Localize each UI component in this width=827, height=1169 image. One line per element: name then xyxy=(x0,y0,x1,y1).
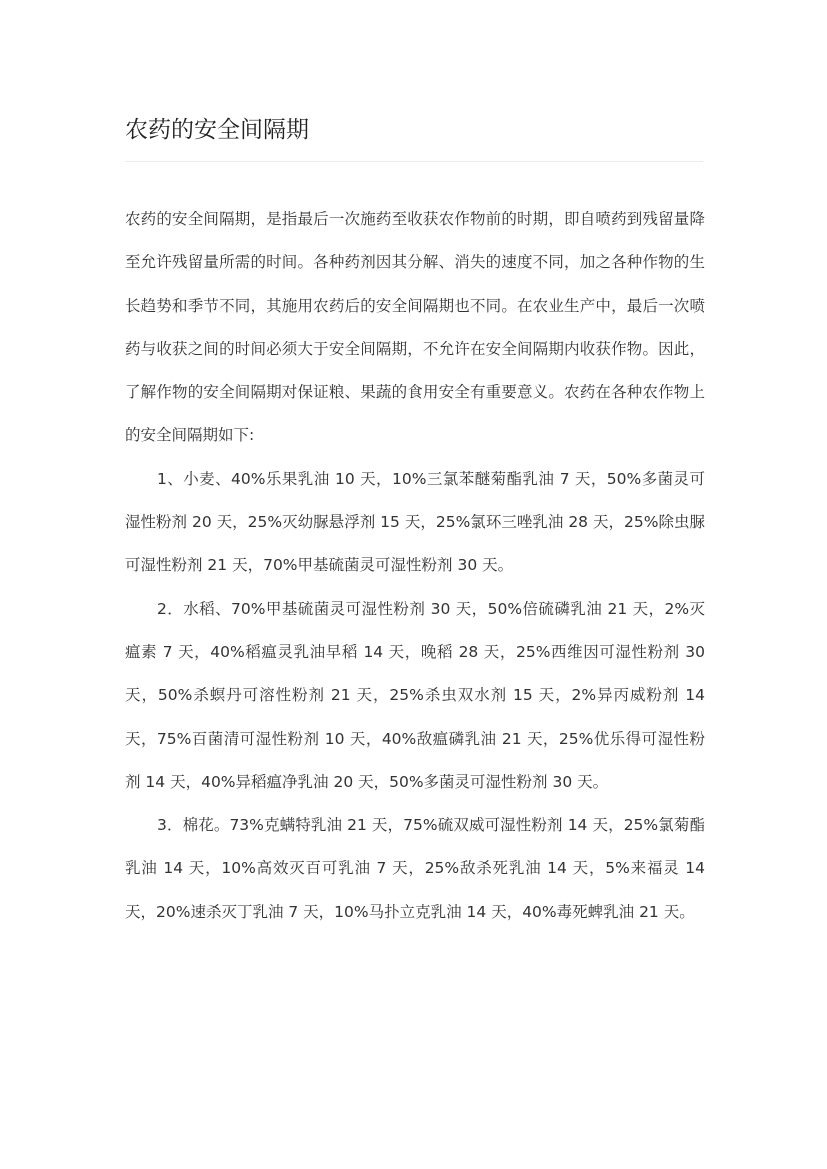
rice-paragraph: 2．水稻、70%甲基硫菌灵可湿性粉剂 30 天，50%倍硫磷乳油 21 天，2%灭瘟素 7 天，40%稻瘟灵乳油早稻 14 天，晚稻 28 天，25%西维因可湿性粉剂 30 天，50%杀螟丹可溶性粉剂 21 天，25%杀虫双水剂 15 天，2%异丙威粉剂 14 天，75%百菌清可湿性粉剂 10 天，40%敌瘟磷乳油 21 天，25%优乐得可湿性粉剂 14 天，40%异稻瘟净乳油 20 天，50%多菌灵可湿性粉剂 30 天。 xyxy=(125,599,705,791)
document-body xyxy=(125,198,705,934)
intro-paragraph: 农药的安全间隔期，是指最后一次施药至收获农作物前的时期，即自喷药到残留量降至允许残留量所需的时间。各种药剂因其分解、消失的速度不同，加之各种作物的生长趋势和季节不同，其施用农药后的安全间隔期也不同。在农业生产中，最后一次喷药与收获之间的时间必须大于安全间隔期，不允许在安全间隔期内收获作物。因此，了解作物的安全间隔期对保证粮、果蔬的食用安全有重要意义。农药在各种农作物上的安全间隔期如下: xyxy=(125,210,705,445)
document-title: 农药的安全间隔期 xyxy=(125,117,309,143)
title-divider xyxy=(125,161,703,162)
wheat-paragraph: 1、小麦、40%乐果乳油 10 天，10%三氯苯醚菊酯乳油 7 天，50%多菌灵可湿性粉剂 20 天，25%灭幼脲悬浮剂 15 天，25%氯环三唑乳油 28 天，25%除虫脲可湿性粉剂 21 天，70%甲基硫菌灵可湿性粉剂 30 天。 xyxy=(125,469,705,575)
cotton-paragraph: 3．棉花。73%克螨特乳油 21 天，75%硫双威可湿性粉剂 14 天，25%氯菊酯乳油 14 天，10%高效灭百可乳油 7 天，25%敌杀死乳油 14 天，5%来福灵 14 天，20%速杀灭丁乳油 7 天，10%马扑立克乳油 14 天，40%毒死蜱乳油 21 天。 xyxy=(125,816,705,921)
